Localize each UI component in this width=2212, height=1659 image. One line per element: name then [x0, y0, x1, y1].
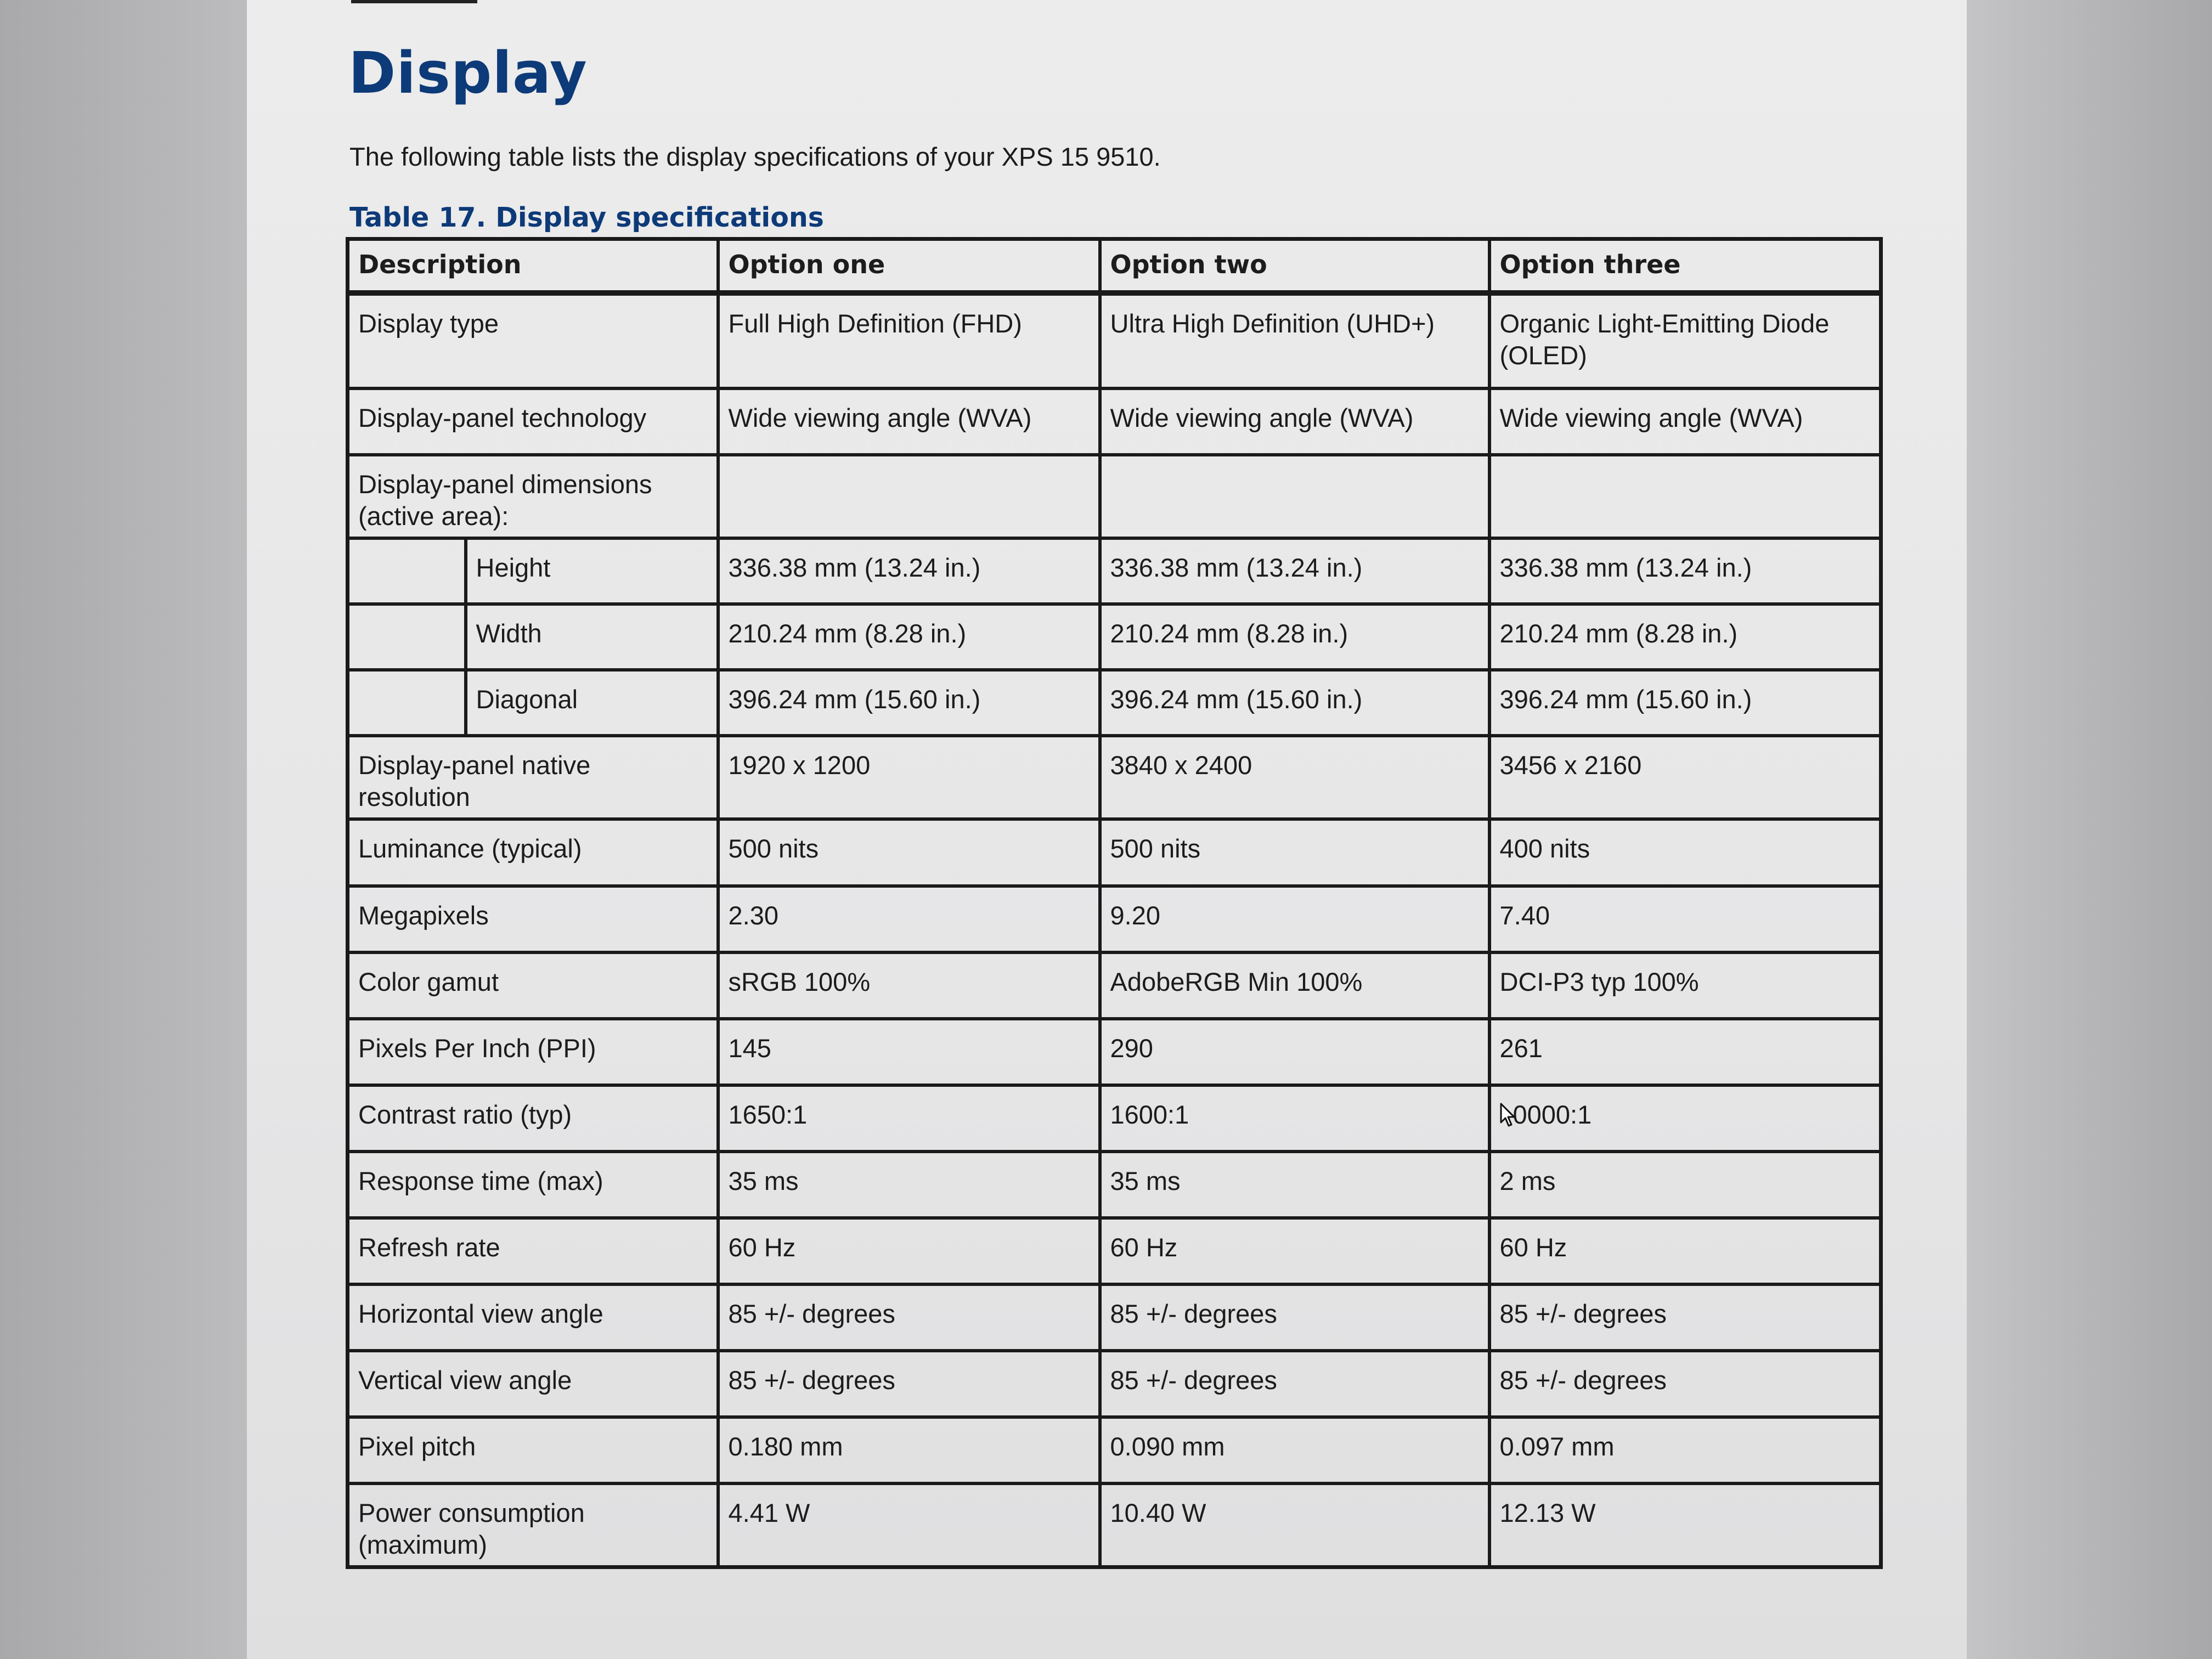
cell-option-one: 60 Hz	[718, 1218, 1100, 1284]
table-caption: Table 17. Display specifications	[349, 202, 824, 233]
cell-option-two: 85 +/- degrees	[1100, 1351, 1489, 1417]
row-label: Refresh rate	[348, 1218, 718, 1284]
row-label: Vertical view angle	[348, 1351, 718, 1417]
row-label: Power consumption (maximum)	[348, 1483, 718, 1567]
cell-option-three: 85 +/- degrees	[1489, 1351, 1881, 1417]
cell-option-three: 0.097 mm	[1489, 1417, 1881, 1483]
cell-option-one	[718, 455, 1100, 538]
cell-option-three: 336.38 mm (13.24 in.)	[1489, 538, 1881, 604]
cell-option-three: Wide viewing angle (WVA)	[1489, 388, 1881, 455]
cell-option-one: 4.41 W	[718, 1483, 1100, 1567]
cell-option-one: 210.24 mm (8.28 in.)	[718, 604, 1100, 670]
row-label: Display-panel native resolution	[348, 736, 718, 819]
table-row	[348, 388, 1881, 455]
row-label: Pixel pitch	[348, 1417, 718, 1483]
cell-option-two: 336.38 mm (13.24 in.)	[1100, 538, 1489, 604]
cell-option-one: 336.38 mm (13.24 in.)	[718, 538, 1100, 604]
contrast-value-option-three: 0000:1	[1513, 1099, 1592, 1129]
header-option-one: Option one	[718, 239, 1100, 293]
table-row	[348, 1218, 1881, 1284]
row-label: Diagonal	[466, 670, 718, 736]
table-row	[348, 952, 1881, 1019]
header-option-three: Option three	[1489, 239, 1881, 293]
cell-option-three: 396.24 mm (15.60 in.)	[1489, 670, 1881, 736]
cell-option-one: 1920 x 1200	[718, 736, 1100, 819]
cell-option-three	[1489, 455, 1881, 538]
table-row	[348, 1483, 1881, 1567]
cell-option-two: 396.24 mm (15.60 in.)	[1100, 670, 1489, 736]
row-label: Contrast ratio (typ)	[348, 1085, 718, 1152]
page-title: Display	[348, 40, 588, 106]
cell-option-two: Ultra High Definition (UHD+)	[1100, 293, 1489, 388]
table-row	[348, 1284, 1881, 1351]
cell-option-three: 400 nits	[1489, 819, 1881, 886]
cell-option-one: 85 +/- degrees	[718, 1284, 1100, 1351]
table-row	[348, 1152, 1881, 1218]
monitor-bezel-right	[1965, 0, 2212, 1659]
row-label: Display type	[348, 293, 718, 388]
table-row	[348, 1019, 1881, 1085]
cell-option-one: 85 +/- degrees	[718, 1351, 1100, 1417]
header-option-two: Option two	[1100, 239, 1489, 293]
cell-option-three: 12.13 W	[1489, 1483, 1881, 1567]
table-row	[348, 886, 1881, 952]
cell-option-two: 60 Hz	[1100, 1218, 1489, 1284]
cell-option-three: 85 +/- degrees	[1489, 1284, 1881, 1351]
cell-option-three: 60 Hz	[1489, 1218, 1881, 1284]
cell-option-three: 261	[1489, 1019, 1881, 1085]
cell-option-one: 0.180 mm	[718, 1417, 1100, 1483]
table-row	[348, 819, 1881, 886]
cell-option-three	[1489, 1085, 1881, 1152]
row-label: Horizontal view angle	[348, 1284, 718, 1351]
cell-option-one: 35 ms	[718, 1152, 1100, 1218]
row-label: Height	[466, 538, 718, 604]
cell-option-three: Organic Light-Emitting Diode (OLED)	[1489, 293, 1881, 388]
row-label: Color gamut	[348, 952, 718, 1019]
row-label: Width	[466, 604, 718, 670]
row-label: Pixels Per Inch (PPI)	[348, 1019, 718, 1085]
cell-option-two: 85 +/- degrees	[1100, 1284, 1489, 1351]
table-row	[348, 670, 1881, 736]
table-row	[348, 1351, 1881, 1417]
cell-option-one: 2.30	[718, 886, 1100, 952]
header-description: Description	[348, 239, 718, 293]
cell-option-two: AdobeRGB Min 100%	[1100, 952, 1489, 1019]
table-row	[348, 455, 1881, 538]
cell-option-three: DCI-P3 typ 100%	[1489, 952, 1881, 1019]
row-label: Megapixels	[348, 886, 718, 952]
monitor-bezel-left	[0, 0, 247, 1659]
row-label: Luminance (typical)	[348, 819, 718, 886]
cell-option-two: 10.40 W	[1100, 1483, 1489, 1567]
cell-option-two: 35 ms	[1100, 1152, 1489, 1218]
cell-option-three: 7.40	[1489, 886, 1881, 952]
cell-option-two: 1600:1	[1100, 1085, 1489, 1152]
row-label: Response time (max)	[348, 1152, 718, 1218]
cell-option-one: sRGB 100%	[718, 952, 1100, 1019]
cell-option-two: 3840 x 2400	[1100, 736, 1489, 819]
cell-option-two	[1100, 455, 1489, 538]
table-row	[348, 1085, 1881, 1152]
table-header-row	[348, 239, 1881, 293]
cell-option-two: 0.090 mm	[1100, 1417, 1489, 1483]
cell-option-two: 210.24 mm (8.28 in.)	[1100, 604, 1489, 670]
cell-option-two: 9.20	[1100, 886, 1489, 952]
cell-option-one: 1650:1	[718, 1085, 1100, 1152]
cell-option-one: Full High Definition (FHD)	[718, 293, 1100, 388]
table-row	[348, 736, 1881, 819]
cell-option-two: 290	[1100, 1019, 1489, 1085]
table-row	[348, 293, 1881, 388]
intro-text: The following table lists the display specifications of your XPS 15 9510.	[349, 142, 1161, 171]
indent-cell	[348, 604, 466, 670]
cell-option-three: 3456 x 2160	[1489, 736, 1881, 819]
cell-option-two: 500 nits	[1100, 819, 1489, 886]
cell-option-one: 500 nits	[718, 819, 1100, 886]
document-page	[247, 0, 1967, 1659]
cell-option-three: 210.24 mm (8.28 in.)	[1489, 604, 1881, 670]
cell-option-three: 2 ms	[1489, 1152, 1881, 1218]
row-label: Display-panel dimensions (active area):	[348, 455, 718, 538]
page-top-rule	[351, 0, 477, 3]
table-row	[348, 604, 1881, 670]
cell-option-one: 396.24 mm (15.60 in.)	[718, 670, 1100, 736]
indent-cell	[348, 538, 466, 604]
indent-cell	[348, 670, 466, 736]
cell-option-one: Wide viewing angle (WVA)	[718, 388, 1100, 455]
cell-option-one: 145	[718, 1019, 1100, 1085]
display-spec-table	[346, 237, 1883, 1569]
table-row	[348, 538, 1881, 604]
row-label: Display-panel technology	[348, 388, 718, 455]
cell-option-two: Wide viewing angle (WVA)	[1100, 388, 1489, 455]
table-row	[348, 1417, 1881, 1483]
